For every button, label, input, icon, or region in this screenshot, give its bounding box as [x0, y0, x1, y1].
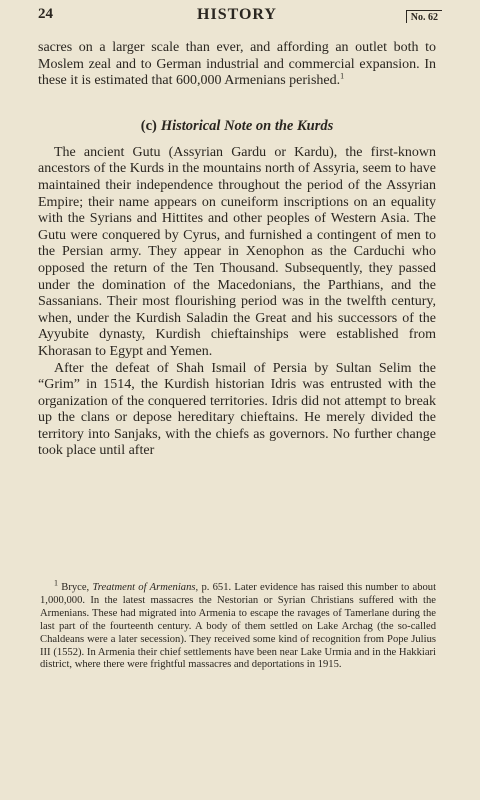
- page-number: 24: [38, 6, 53, 22]
- section-title-text: Historical Note on the Kurds: [160, 117, 334, 134]
- footnote-reference: 1: [340, 71, 345, 81]
- item-number: No. 62: [406, 10, 442, 23]
- running-head: HISTORY: [197, 6, 277, 23]
- opening-paragraph: [38, 40, 436, 90]
- footnotes: [40, 578, 437, 672]
- page-header: [38, 0, 436, 40]
- footnote-author: Bryce,: [61, 582, 90, 593]
- footnote-body: p. 651. Later evidence has raised this number to about 1,000,000. In the latest massacres the Nestorian or Syrian Christians suffered with the Armenians. These had migrated into Armenia to escape the ravages of Tamerlane during the last part of the fourteenth century. A body of them settled on Lake Archag (the so-called Chaldeans were a later secession). They received some kind of recognition from Pope Julius III (1552). In Armenia their chief settlements have been near Lake Urmia and in the Hakkiari district, where there were frightful massacres and deportations in 1915.: [40, 582, 437, 671]
- section-title: [38, 118, 436, 135]
- footnote-work-title: Treatment of Armenians,: [92, 582, 199, 593]
- paragraph-gutu: The ancient Gutu (Assyrian Gardu or Kardu), the first-known ancestors of the Kurds in the mountains north of Assyria, seem to have maintained their independence throughout the period of the Assyrian Empire; their name appears on cuneiform inscriptions on an equality with the Syrians and Hittites and other peoples of Western Asia. The Gutu were conquered by Cyrus, and furnished a contingent of men to the Persian army. They appear in Xenophon as the Carduchi who opposed the return of the Ten Thousand. Subsequently, they passed under the domination of the Macedonians, the Parthians, and the Sassanians. Their most flourishing period was in the twelfth century, when, under the Kurdish Saladin the Great and his successors of the Ayyubite dynasty, Kurdish chieftainships were established from Khorasan to Egypt and Yemen.: [38, 144, 436, 359]
- section-letter: (c): [140, 117, 157, 134]
- footnote-1: [40, 578, 437, 672]
- footnote-marker: 1: [54, 578, 58, 588]
- opening-paragraph-text: sacres on a larger scale than ever, and affording an outlet both to Moslem zeal and to German industrial and commercial expansion. In these it is estimated that 600,000 Armenians perished.: [38, 40, 436, 89]
- paragraph-selim: After the defeat of Shah Ismail of Persia by Sultan Selim the “Grim” in 1514, the Kurdish historian Idris was entrusted with the organization of the conquered territories. Idris did not attempt to break up the clans or depose hereditary chieftains. He merely divided the territory into Sanjaks, with the chiefs as governors. No further change took place until after: [38, 360, 436, 459]
